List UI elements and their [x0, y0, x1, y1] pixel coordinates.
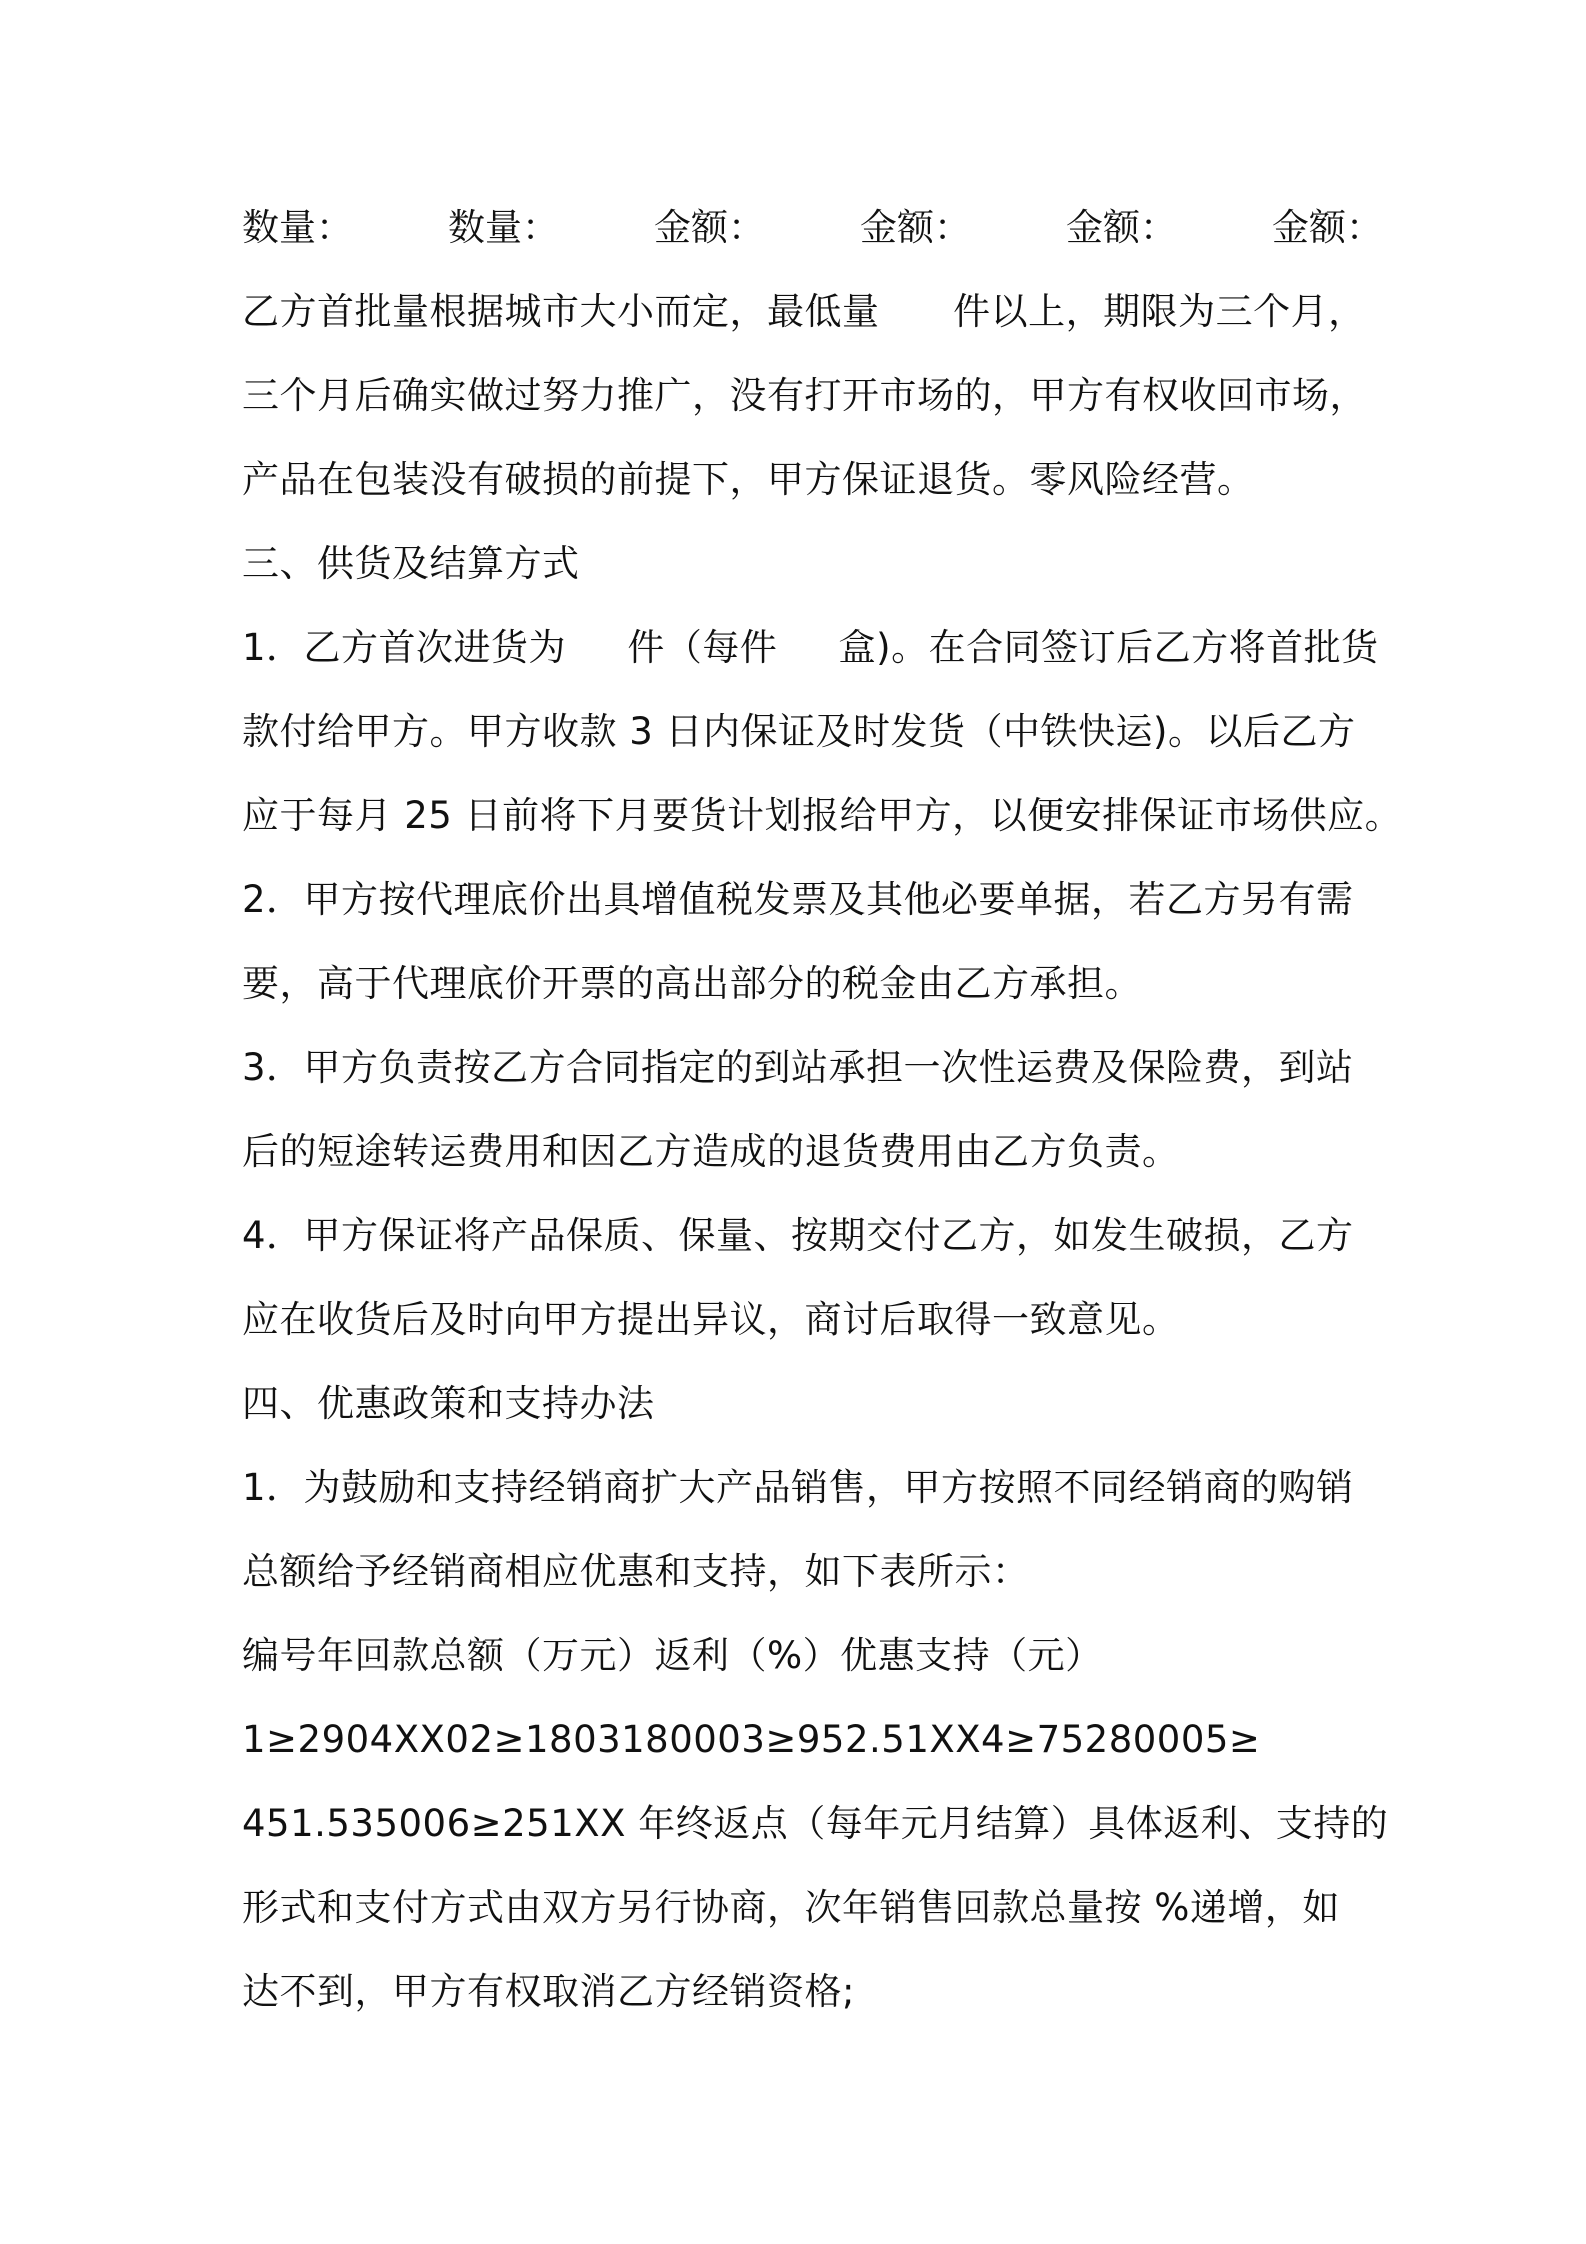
- text-line: 乙方首批量根据城市大小而定，最低量 件以上，期限为三个月，: [242, 290, 1366, 333]
- field-quantity-2: 数量：: [448, 206, 559, 249]
- text-line: 应在收货后及时向甲方提出异议，商讨后取得一致意见。: [242, 1298, 1180, 1341]
- table-data-line: 1≥2904XX02≥1803180003≥952.51XX4≥75280005≥: [242, 1718, 1261, 1761]
- field-quantity-1: 数量：: [242, 206, 353, 249]
- text-line: 2．甲方按代理底价出具增值税发票及其他必要单据，若乙方另有需: [242, 878, 1354, 921]
- table-header-line: 编号年回款总额（万元）返利（%）优惠支持（元）: [242, 1634, 1103, 1677]
- text-line: 3．甲方负责按乙方合同指定的到站承担一次性运费及保险费，到站: [242, 1046, 1354, 1089]
- text-line: 形式和支付方式由双方另行协商，次年销售回款总量按 %递增，如: [242, 1886, 1340, 1929]
- text-line: 1．为鼓励和支持经销商扩大产品销售，甲方按照不同经销商的购销: [242, 1466, 1354, 1509]
- field-amount-4: 金额：: [1272, 206, 1383, 249]
- text-line: 达不到，甲方有权取消乙方经销资格;: [242, 1970, 855, 2013]
- text-line: 4．甲方保证将产品保质、保量、按期交付乙方，如发生破损，乙方: [242, 1214, 1354, 1257]
- field-amount-1: 金额：: [654, 206, 765, 249]
- field-amount-2: 金额：: [860, 206, 971, 249]
- text-line: 后的短途转运费用和因乙方造成的退货费用由乙方负责。: [242, 1130, 1180, 1173]
- text-line: 应于每月 25 日前将下月要货计划报给甲方，以便安排保证市场供应。: [242, 794, 1403, 837]
- field-amount-3: 金额：: [1066, 206, 1177, 249]
- text-line: 要，高于代理底价开票的高出部分的税金由乙方承担。: [242, 962, 1142, 1005]
- text-line: 款付给甲方。甲方收款 3 日内保证及时发货（中铁快运)。以后乙方: [242, 710, 1356, 753]
- text-line: 451.535006≥251XX 年终返点（每年元月结算）具体返利、支持的: [242, 1802, 1389, 1845]
- section-heading: 四、优惠政策和支持办法: [242, 1382, 655, 1425]
- section-heading: 三、供货及结算方式: [242, 542, 580, 585]
- text-line: 总额给予经销商相应优惠和支持，如下表所示：: [242, 1550, 1030, 1593]
- text-line: 1．乙方首次进货为 件（每件 盒)。在合同签订后乙方将首批货: [242, 626, 1379, 669]
- quantity-amount-fields: [242, 202, 1383, 254]
- text-line: 产品在包装没有破损的前提下，甲方保证退货。零风险经营。: [242, 458, 1255, 501]
- text-line: 三个月后确实做过努力推广，没有打开市场的，甲方有权收回市场，: [242, 374, 1367, 417]
